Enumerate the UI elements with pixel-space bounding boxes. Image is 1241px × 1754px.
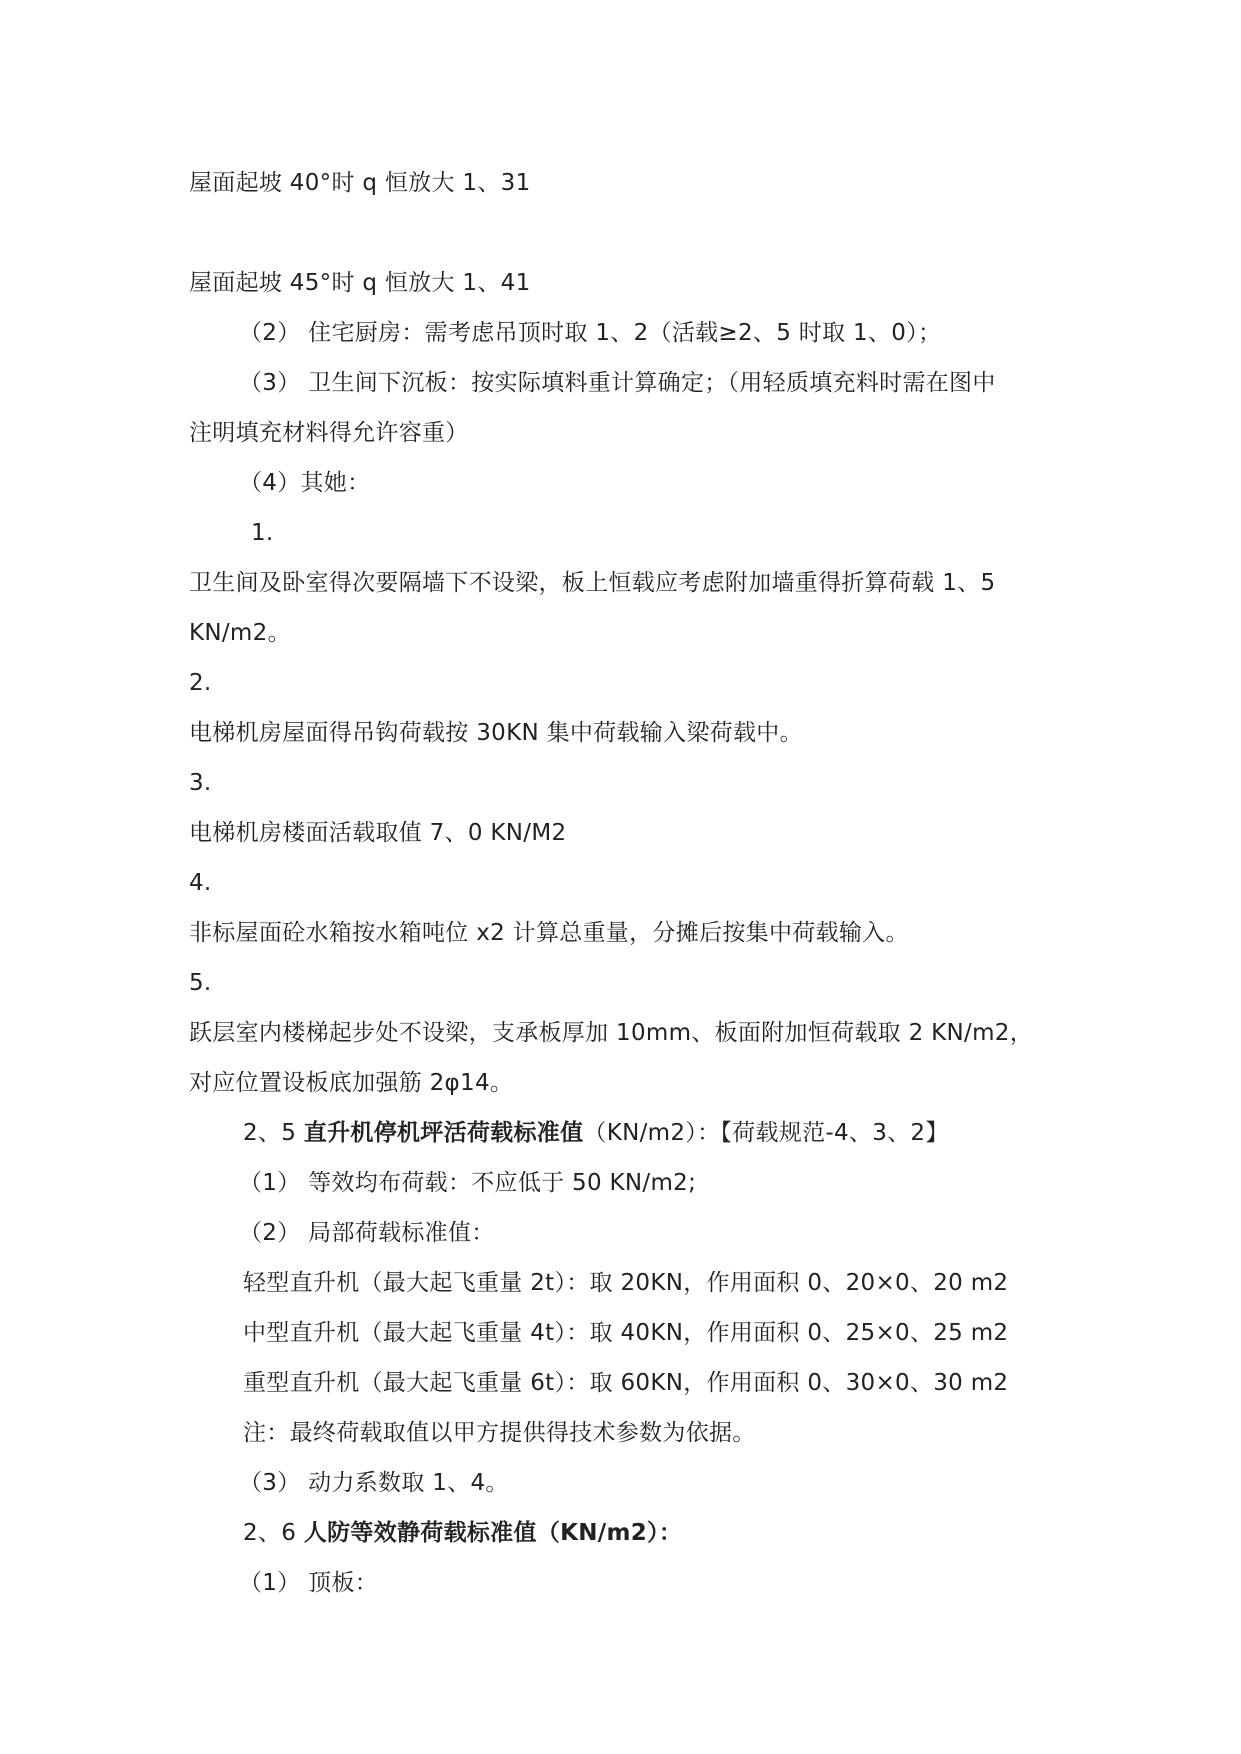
text-line-medium-helicopter: 中型直升机（最大起飞重量 4t）：取 40KN，作用面积 0、25×0、25 m2 <box>243 1320 1009 1346</box>
text-line-elevator-live-load: 电梯机房楼面活载取值 7、0 KN/M2 <box>189 820 567 846</box>
text-line-heavy-helicopter: 重型直升机（最大起飞重量 6t）：取 60KN，作用面积 0、30×0、30 m2 <box>243 1370 1009 1396</box>
list-number-2: 2. <box>189 670 212 696</box>
section-title-civil-defense: 人防等效静荷载标准值（KN/m2）： <box>303 1520 683 1546</box>
text-line-light-helicopter: 轻型直升机（最大起飞重量 2t）：取 20KN，作用面积 0、20×0、20 m2 <box>243 1270 1009 1296</box>
text-line-roof-slab: （1） 顶板： <box>239 1570 379 1596</box>
text-line-roof-slope-45: 屋面起坡 45°时 q 恒放大 1、41 <box>189 270 531 296</box>
text-line-kitchen: （2） 住宅厨房：需考虑吊顶时取 1、2（活载≥2、5 时取 1、0）； <box>239 320 942 346</box>
text-line-local-load: （2） 局部荷载标准值： <box>239 1220 495 1246</box>
text-line-bathroom-continued: 注明填充材料得允许容重） <box>189 420 469 446</box>
text-line-elevator-hook-load: 电梯机房屋面得吊钩荷载按 30KN 集中荷载输入梁荷载中。 <box>189 720 803 746</box>
list-number-3: 3. <box>189 770 212 796</box>
text-line-others-heading: （4）其她： <box>239 470 371 496</box>
text-line-partition-wall-unit: KN/m2。 <box>189 620 291 646</box>
section-heading-helipad <box>243 1118 949 1148</box>
text-line-partition-wall: 卫生间及卧室得次要隔墙下不设梁，板上恒载应考虑附加墙重得折算荷载 1、5 <box>189 570 996 596</box>
text-line-dynamic-factor: （3） 动力系数取 1、4。 <box>239 1470 509 1496</box>
list-number-5: 5. <box>189 970 212 996</box>
section-suffix-helipad: （KN/m2）：【荷载规范-4、3、2】 <box>583 1120 949 1146</box>
text-line-bathroom-sunken-slab: （3） 卫生间下沉板：按实际填料重计算确定；（用轻质填充料时需在图中 <box>239 370 996 396</box>
text-line-water-tank: 非标屋面砼水箱按水箱吨位 x2 计算总重量，分摊后按集中荷载输入。 <box>189 920 909 946</box>
list-number-4: 4. <box>189 870 212 896</box>
list-number-1: 1. <box>251 520 274 546</box>
section-title-helipad: 直升机停机坪活荷载标准值 <box>303 1120 584 1146</box>
text-line-duplex-stair-rebar: 对应位置设板底加强筋 2φ14。 <box>189 1070 514 1096</box>
text-line-duplex-stair: 跃层室内楼梯起步处不设梁，支承板厚加 10mm、板面附加恒荷载取 2 KN/m2， <box>189 1020 1034 1046</box>
text-line-uniform-load: （1） 等效均布荷载：不应低于 50 KN/m2; <box>239 1170 697 1196</box>
section-number-2-5: 2、5 <box>243 1120 304 1146</box>
section-heading-civil-defense <box>243 1518 682 1548</box>
text-line-note: 注：最终荷载取值以甲方提供得技术参数为依据。 <box>243 1420 756 1446</box>
text-line-roof-slope-40: 屋面起坡 40°时 q 恒放大 1、31 <box>189 170 531 196</box>
section-number-2-6: 2、6 <box>243 1520 304 1546</box>
